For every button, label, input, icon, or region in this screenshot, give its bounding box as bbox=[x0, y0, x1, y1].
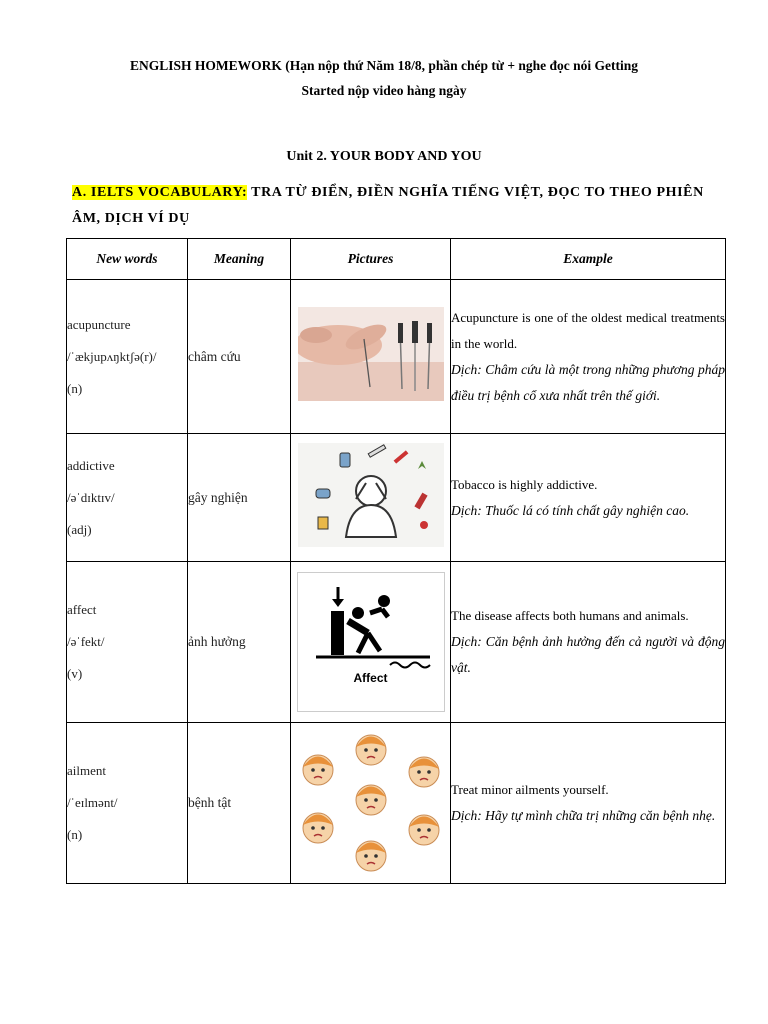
example-translation: Dịch: Hãy tự mình chữa trị những căn bệnh nhẹ. bbox=[451, 808, 716, 823]
header-pictures: Pictures bbox=[291, 239, 451, 280]
unit-title: Unit 2. YOUR BODY AND YOU bbox=[286, 149, 482, 164]
word-cell bbox=[67, 280, 188, 434]
example-cell bbox=[451, 562, 726, 723]
table-row bbox=[67, 723, 726, 884]
picture-cell bbox=[291, 562, 451, 723]
meaning: ảnh hưởng bbox=[188, 562, 291, 723]
word-cell bbox=[67, 434, 188, 562]
affect-pictogram bbox=[298, 573, 444, 683]
section-heading bbox=[72, 180, 712, 232]
picture-cell bbox=[291, 723, 451, 884]
header-new-words: New words bbox=[67, 239, 188, 280]
meaning: bệnh tật bbox=[188, 723, 291, 884]
picture-cell bbox=[291, 434, 451, 562]
affect-caption: Affect bbox=[353, 671, 388, 685]
phonetic: /ˈeɪlmənt/ bbox=[67, 795, 118, 810]
table-header-row bbox=[67, 239, 726, 280]
word: ailment bbox=[67, 763, 106, 778]
word: addictive bbox=[67, 457, 115, 473]
table-row bbox=[67, 280, 726, 434]
section-instruction: TRA TỪ ĐIỂN, ĐIỀN NGHĨA TIẾNG VIỆT, ĐỌC TO THEO PHIÊN ÂM, DỊCH VÍ DỤ bbox=[72, 185, 704, 226]
meaning: châm cứu bbox=[188, 280, 291, 434]
example-sentence: Tobacco is highly addictive. bbox=[451, 476, 598, 492]
part-of-speech: (n) bbox=[67, 380, 83, 396]
vocabulary-table bbox=[66, 238, 726, 884]
phonetic: /əˈfekt/ bbox=[67, 634, 105, 649]
phonetic: /əˈdɪktɪv/ bbox=[67, 489, 115, 505]
example-cell bbox=[451, 434, 726, 562]
homework-title-line1: ENGLISH HOMEWORK (Hạn nộp thứ Năm 18/8, phần chép từ + nghe đọc nói Getting bbox=[129, 58, 639, 73]
addiction-image bbox=[298, 443, 444, 547]
word: acupuncture bbox=[67, 316, 131, 332]
acupuncture-image bbox=[298, 307, 444, 401]
example-sentence: Treat minor ailments yourself. bbox=[451, 782, 609, 797]
example-sentence: Acupuncture is one of the oldest medical treatments in the world. bbox=[451, 309, 725, 351]
example-sentence: The disease affects both humans and animals. bbox=[451, 608, 689, 623]
meaning: gây nghiện bbox=[188, 434, 291, 562]
word-cell bbox=[67, 562, 188, 723]
sick-faces-image bbox=[296, 728, 446, 874]
table-row bbox=[67, 562, 726, 723]
section-label: A. IELTS VOCABULARY: bbox=[72, 185, 248, 200]
example-translation: Dịch: Thuốc lá có tính chất gây nghiện cao. bbox=[451, 502, 690, 518]
example-translation: Dịch: Căn bệnh ảnh hưởng đến cả người và động vật. bbox=[451, 634, 725, 675]
phonetic: /ˈækjupʌŋktʃə(r)/ bbox=[67, 348, 157, 364]
word: affect bbox=[67, 602, 97, 617]
picture-cell bbox=[291, 280, 451, 434]
example-cell bbox=[451, 723, 726, 884]
homework-title-line2: Started nộp video hàng ngày bbox=[301, 83, 467, 98]
word-cell bbox=[67, 723, 188, 884]
example-translation: Dịch: Châm cứu là một trong những phương pháp điều trị bệnh cổ xưa nhất trên thế giới. bbox=[451, 361, 725, 403]
table-row bbox=[67, 434, 726, 562]
header-meaning: Meaning bbox=[188, 239, 291, 280]
header-example: Example bbox=[451, 239, 726, 280]
affect-image bbox=[297, 572, 445, 712]
part-of-speech: (adj) bbox=[67, 521, 92, 537]
part-of-speech: (v) bbox=[67, 666, 83, 681]
part-of-speech: (n) bbox=[67, 827, 83, 842]
example-cell bbox=[451, 280, 726, 434]
